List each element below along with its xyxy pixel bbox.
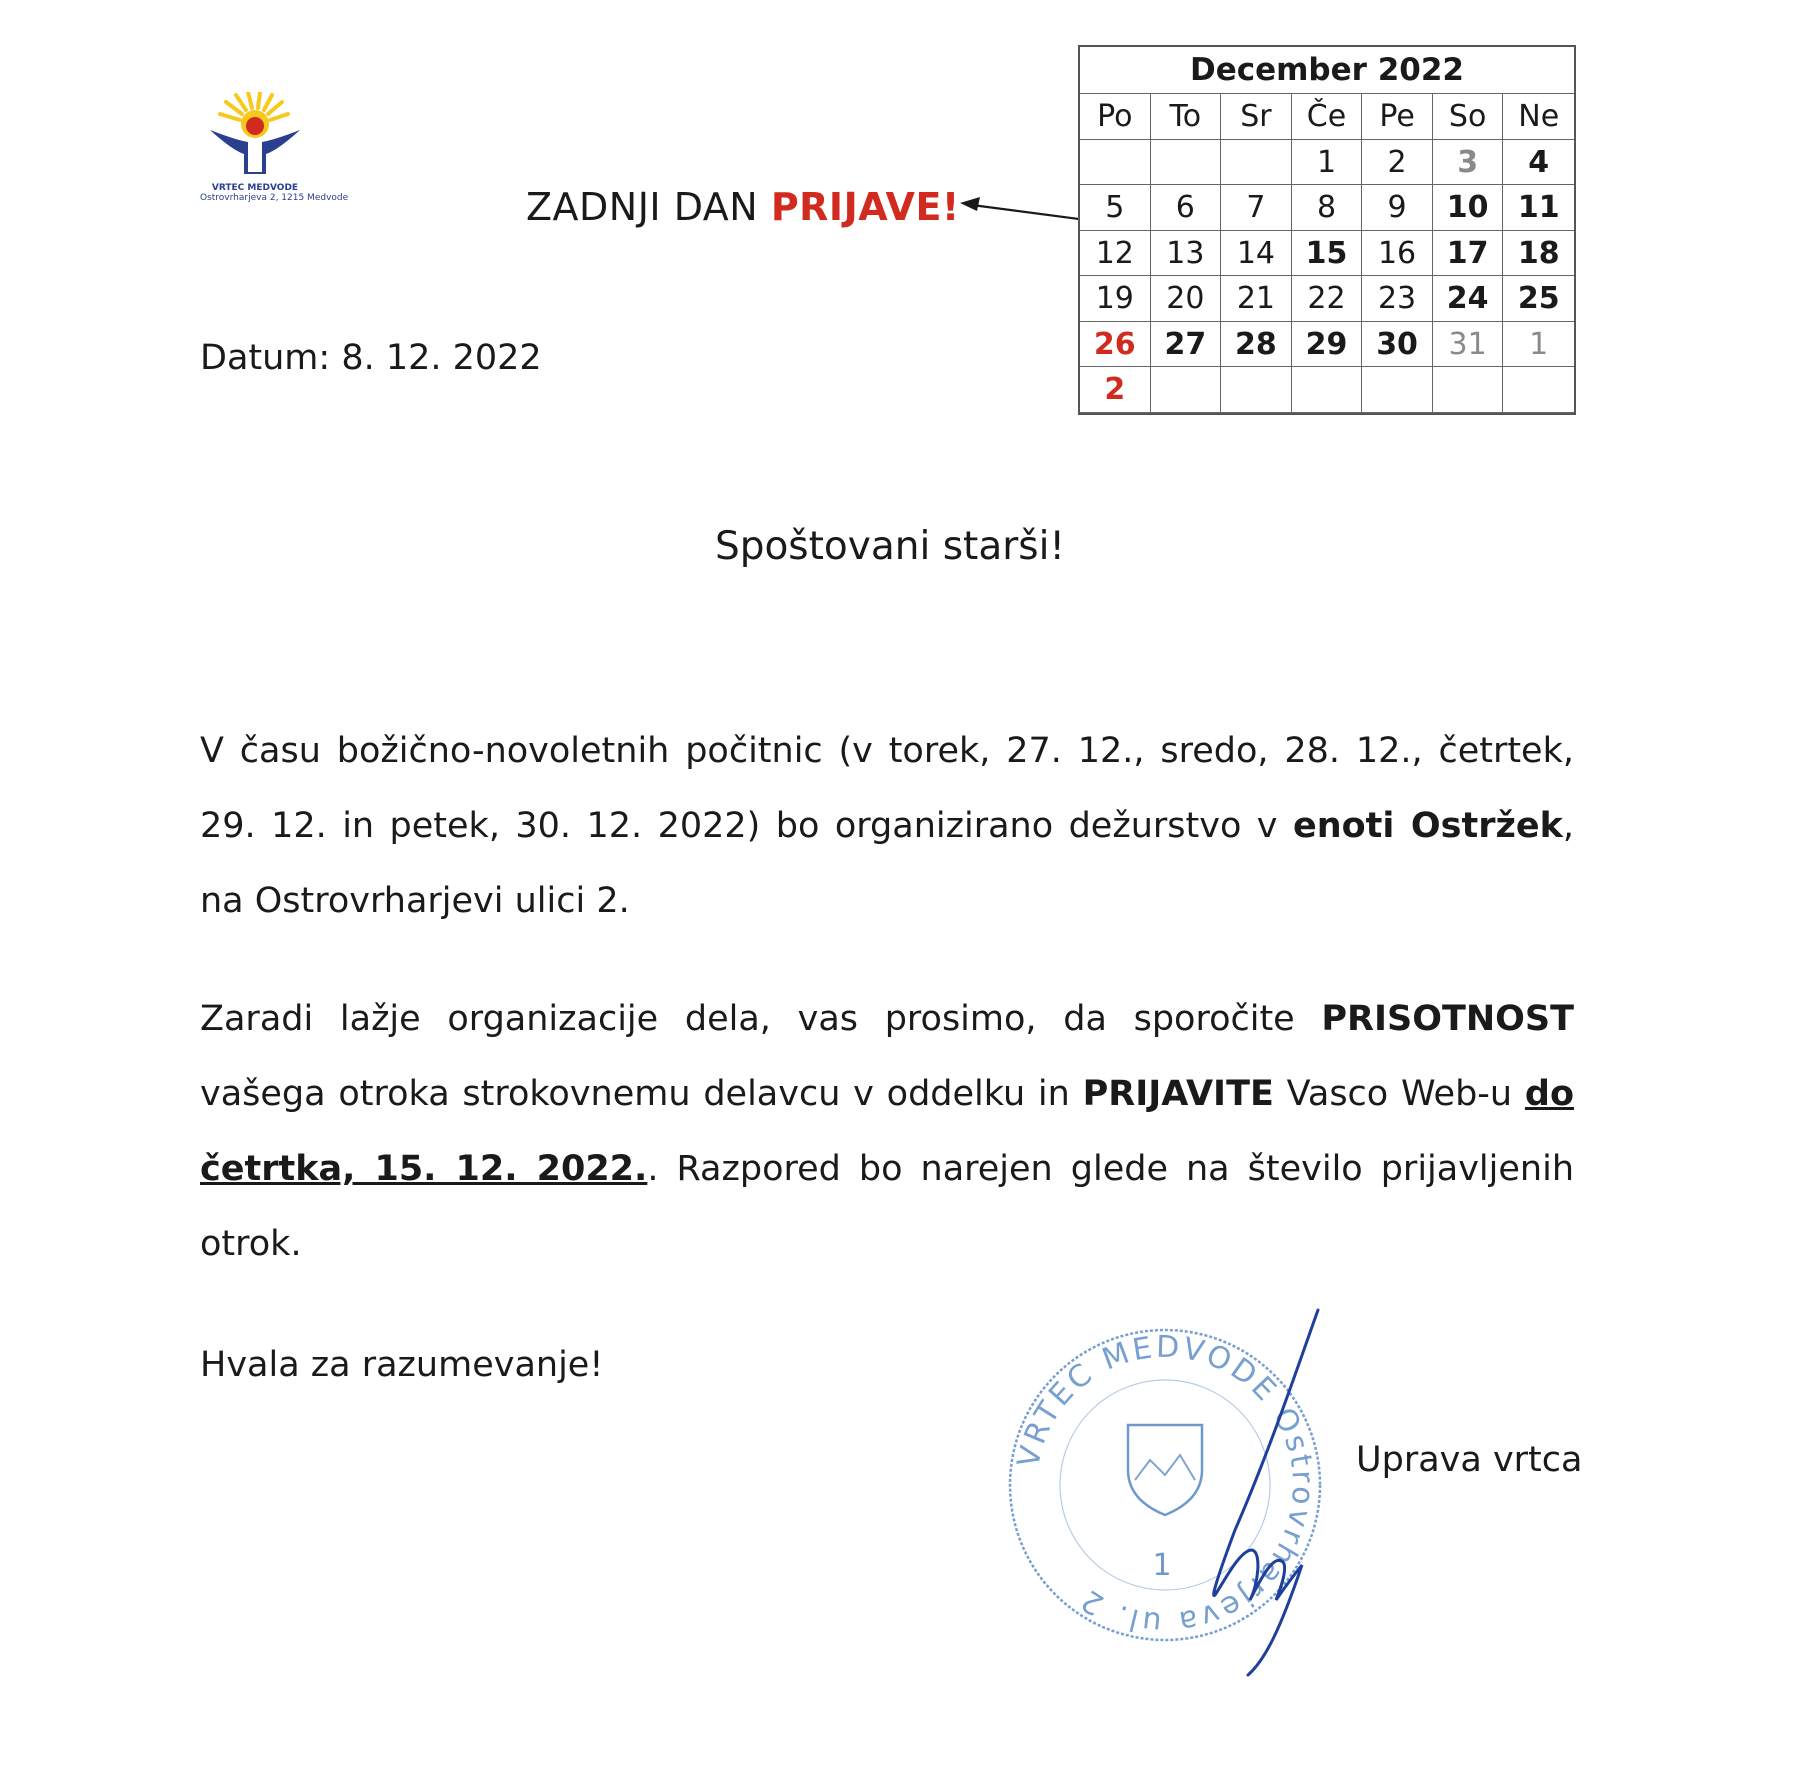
- p1-unit-name: enoti Ostržek: [1292, 806, 1563, 846]
- calendar-day: 20: [1151, 276, 1222, 322]
- deadline-highlight: PRIJAVE: [770, 185, 942, 229]
- deadline-suffix: !: [941, 185, 960, 229]
- paragraph-duty-info: [200, 714, 1574, 939]
- deadline-prefix: ZADNJI DAN: [526, 185, 771, 229]
- calendar-empty-cell: [1292, 367, 1363, 413]
- weekday-header: Sr: [1221, 94, 1292, 140]
- p2-text-c: vašega otroka strokovnemu delavcu v oddelku in: [200, 1074, 1083, 1114]
- calendar-day: 15: [1292, 231, 1363, 277]
- document-date: Datum: 8. 12. 2022: [200, 338, 542, 378]
- calendar-day: 19: [1080, 276, 1151, 322]
- calendar-day: 8: [1292, 185, 1363, 231]
- logo-address: Ostrovrharjeva 2, 1215 Medvode: [200, 193, 349, 203]
- calendar-day: 21: [1221, 276, 1292, 322]
- calendar-day: 7: [1221, 185, 1292, 231]
- calendar-empty-cell: [1221, 367, 1292, 413]
- logo-name-text: VRTEC MEDVODE: [211, 183, 299, 193]
- calendar-empty-cell: [1503, 367, 1574, 413]
- weekday-header: Pe: [1362, 94, 1433, 140]
- weekday-header: So: [1433, 94, 1504, 140]
- calendar-day: 4: [1503, 140, 1574, 186]
- calendar-day: 18: [1503, 231, 1574, 277]
- calendar-day: 29: [1292, 322, 1363, 368]
- weekday-header: Če: [1292, 94, 1363, 140]
- calendar-empty-cell: [1221, 140, 1292, 186]
- calendar-empty-cell: [1362, 367, 1433, 413]
- calendar-day: 31: [1433, 322, 1504, 368]
- signature-mark: [1180, 1300, 1350, 1680]
- calendar-grid: [1080, 94, 1574, 413]
- calendar-day: 26: [1080, 322, 1151, 368]
- p2-text-a: Zaradi lažje organizacije dela, vas prosimo, da sporočite: [200, 999, 1322, 1039]
- p1-text-a: V času božično-novoletnih počitnic (v torek, 27. 12., sredo, 28. 12., četrtek, 29. 12. in petek, 30. 12. 2022) bo organizirano dežurstvo v: [200, 731, 1574, 846]
- calendar-day: 17: [1433, 231, 1504, 277]
- calendar-day: 2: [1362, 140, 1433, 186]
- p1-text-c: , na Ostrovrharjevi ulici 2.: [200, 806, 1574, 921]
- calendar-day: 13: [1151, 231, 1222, 277]
- paragraph-registration: [200, 982, 1574, 1282]
- calendar-day: 24: [1433, 276, 1504, 322]
- p2-text-e: Vasco Web-u: [1273, 1074, 1525, 1114]
- calendar-day: 12: [1080, 231, 1151, 277]
- stamp-text: VRTEC MEDVODE Ostrovrharjeva ul. 2: [1011, 1329, 1321, 1641]
- letter-thanks: Hvala za razumevanje!: [200, 1345, 604, 1385]
- calendar-day: 10: [1433, 185, 1504, 231]
- calendar-day: 1: [1292, 140, 1363, 186]
- calendar-day: 9: [1362, 185, 1433, 231]
- calendar-day: 2: [1080, 367, 1151, 413]
- letter-signoff: Uprava vrtca: [1356, 1440, 1583, 1480]
- calendar-day: 11: [1503, 185, 1574, 231]
- stamp-number: 1: [1152, 1548, 1172, 1583]
- weekday-header: Po: [1080, 94, 1151, 140]
- calendar-day: 1: [1503, 322, 1574, 368]
- calendar-day: 14: [1221, 231, 1292, 277]
- calendar-empty-cell: [1151, 140, 1222, 186]
- calendar-day: 30: [1362, 322, 1433, 368]
- december-calendar: [1078, 45, 1576, 415]
- calendar-empty-cell: [1080, 140, 1151, 186]
- p2-presence: PRISOTNOST: [1321, 999, 1574, 1039]
- p2-text-g: . Razpored bo narejen glede na število prijavljenih otrok.: [200, 1149, 1575, 1264]
- p2-register: PRIJAVITE: [1082, 1074, 1274, 1114]
- calendar-day: 28: [1221, 322, 1292, 368]
- calendar-title: December 2022: [1080, 47, 1574, 94]
- calendar-day: 22: [1292, 276, 1363, 322]
- calendar-day: 5: [1080, 185, 1151, 231]
- weekday-header: To: [1151, 94, 1222, 140]
- calendar-day: 25: [1503, 276, 1574, 322]
- calendar-day: 27: [1151, 322, 1222, 368]
- calendar-empty-cell: [1151, 367, 1222, 413]
- calendar-day: 6: [1151, 185, 1222, 231]
- p2-deadline-date: do četrtka, 15. 12. 2022.: [200, 1074, 1574, 1189]
- child-head-icon: [246, 117, 264, 135]
- calendar-empty-cell: [1433, 367, 1504, 413]
- deadline-label: [526, 185, 960, 229]
- letter-greeting: Spoštovani starši!: [714, 524, 1066, 569]
- calendar-day: 16: [1362, 231, 1433, 277]
- weekday-header: Ne: [1503, 94, 1574, 140]
- calendar-day: 23: [1362, 276, 1433, 322]
- calendar-day: 3: [1433, 140, 1504, 186]
